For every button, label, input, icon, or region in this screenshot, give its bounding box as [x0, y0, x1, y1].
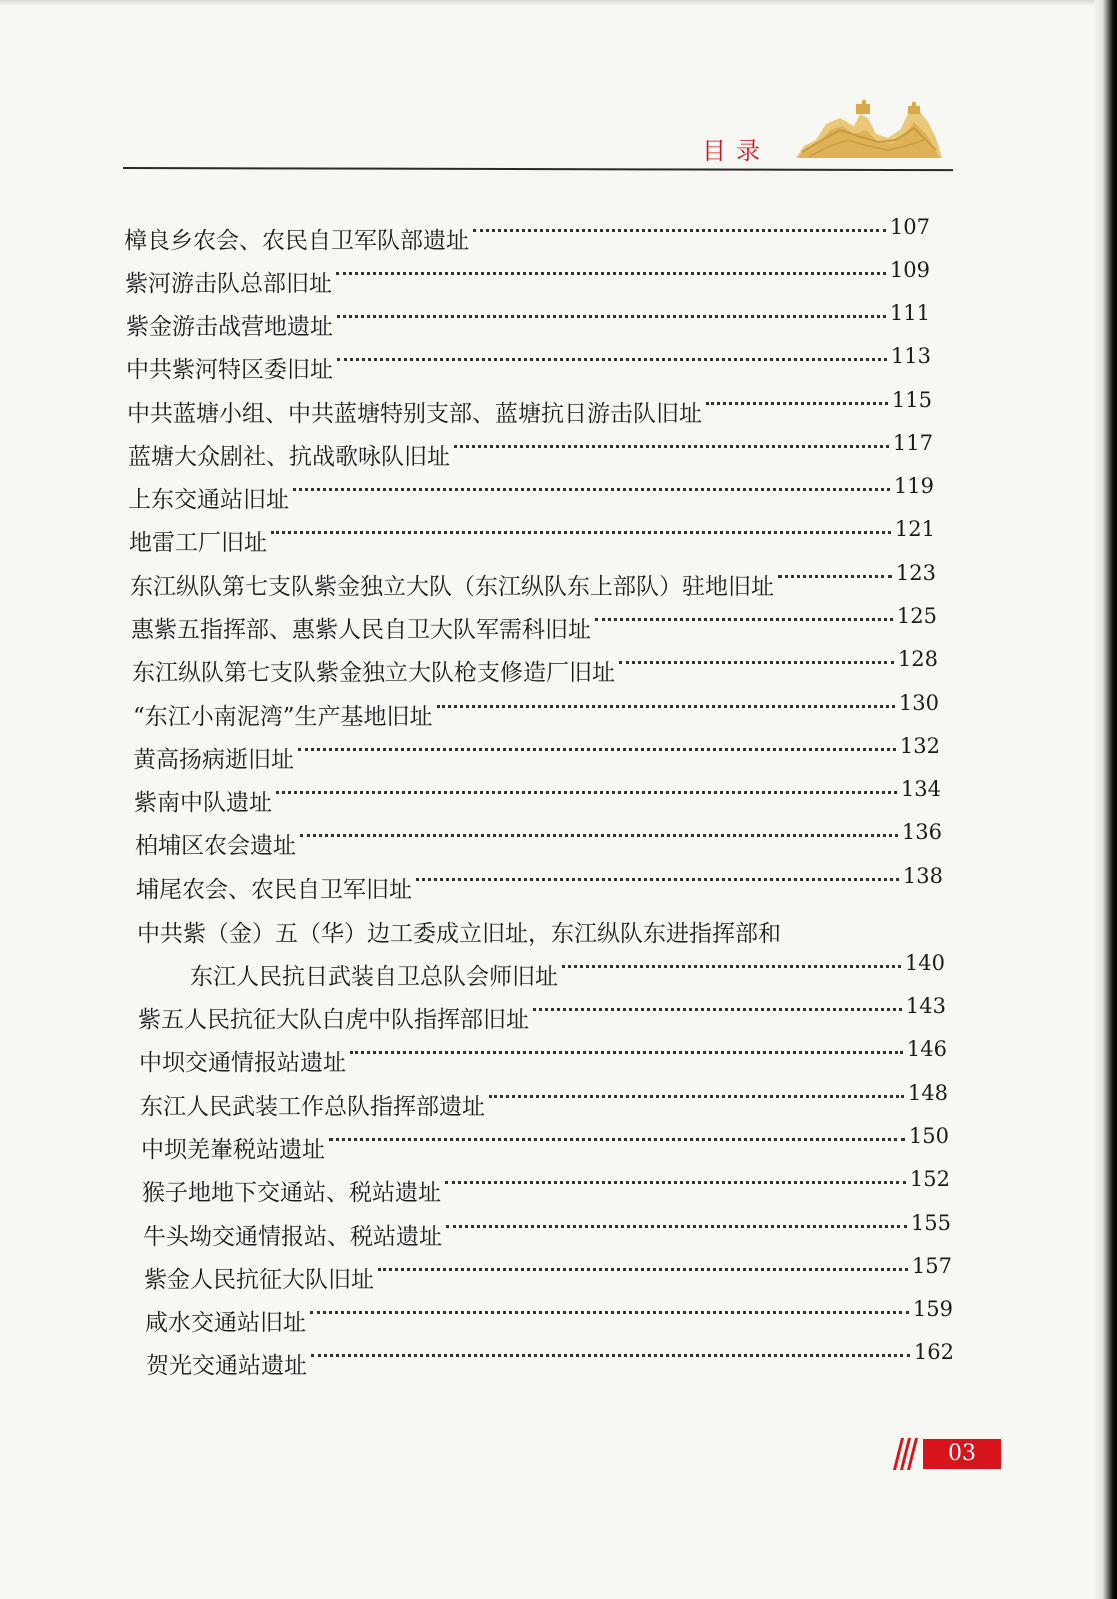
- toc-entry-page: 117: [892, 431, 933, 455]
- toc-entry-page: 121: [894, 517, 935, 541]
- toc-entry-page: 128: [897, 647, 938, 671]
- toc-entry: [125, 258, 930, 297]
- dot-leader: [329, 1124, 905, 1141]
- toc-entry-page: 132: [899, 734, 940, 758]
- dot-leader: [298, 734, 896, 751]
- dot-leader: [336, 258, 886, 275]
- dot-leader: [706, 388, 888, 405]
- page-title: 目录: [702, 137, 770, 165]
- toc-entry-page: 109: [889, 258, 930, 282]
- toc-entry: [128, 431, 933, 470]
- toc-entry: [146, 1340, 954, 1379]
- toc-entry: [140, 1081, 948, 1120]
- toc-entry-title: 黄高扬病逝旧址: [133, 747, 294, 773]
- toc-entry-page: 159: [912, 1297, 953, 1321]
- toc-entry-page: 136: [901, 820, 942, 844]
- toc-entry-title: 咸水交通站旧址: [145, 1310, 306, 1336]
- toc-entry-page: 134: [900, 777, 941, 801]
- toc-entry: [138, 994, 946, 1033]
- toc-entry-page: 140: [904, 951, 945, 975]
- toc-entry-page: 130: [898, 691, 939, 715]
- dot-leader: [276, 777, 897, 794]
- toc-entry-title: 中共蓝塘小组、中共蓝塘特别支部、蓝塘抗日游击队旧址: [127, 401, 702, 427]
- dot-leader: [310, 1297, 909, 1314]
- toc-entry-page: 138: [902, 864, 943, 888]
- toc-entry-title: 贺光交通站遗址: [146, 1353, 307, 1379]
- dot-leader: [300, 820, 898, 837]
- toc-entry: [142, 1167, 950, 1206]
- toc-entry: [128, 474, 934, 513]
- dot-leader: [311, 1340, 910, 1357]
- toc-entry-title: 中共紫河特区委旧址: [126, 357, 333, 383]
- toc-entry: [135, 820, 942, 859]
- dot-leader: [446, 1211, 907, 1228]
- dot-leader: [619, 647, 894, 664]
- toc-entry-page: 155: [910, 1211, 951, 1235]
- toc-entry: [133, 734, 940, 773]
- page-number-badge: [895, 1438, 1001, 1470]
- toc-entry-title: 埔尾农会、农民自卫军旧址: [136, 877, 412, 903]
- toc-entry-page: 111: [889, 301, 930, 325]
- toc-entry: [129, 517, 935, 556]
- toc-entry: [130, 561, 936, 600]
- toc-entry-title: 东江人民武装工作总队指挥部遗址: [140, 1094, 485, 1120]
- dot-leader: [778, 561, 892, 578]
- dot-leader: [445, 1167, 906, 1184]
- dot-leader: [595, 604, 893, 621]
- dot-leader: [350, 1037, 903, 1054]
- toc-entry-page: 152: [909, 1167, 950, 1191]
- dot-leader: [437, 691, 895, 708]
- dot-leader: [489, 1081, 904, 1098]
- toc-entry-page: 146: [906, 1037, 947, 1061]
- toc-entry: [124, 215, 930, 254]
- toc-entry: [137, 908, 897, 947]
- toc-entry-title: 紫南中队遗址: [134, 790, 272, 816]
- toc-entry: [136, 864, 943, 903]
- toc-entry-title: 中坝羌輋税站遗址: [141, 1137, 325, 1163]
- toc-entry: [145, 1297, 953, 1336]
- dot-leader: [337, 301, 886, 318]
- toc-entry-title: 东江纵队第七支队紫金独立大队（东江纵队东上部队）驻地旧址: [130, 574, 774, 600]
- toc-entry-page: 157: [911, 1254, 952, 1278]
- toc-entry-title: 紫金游击战营地遗址: [126, 314, 333, 340]
- toc-entry-title: 地雷工厂旧址: [129, 530, 267, 556]
- toc-entry-title: 紫河游击队总部旧址: [125, 271, 332, 297]
- dot-leader: [454, 431, 889, 448]
- toc-entry: [132, 647, 938, 686]
- dot-leader: [293, 474, 890, 491]
- toc-entry-title: 紫金人民抗征大队旧址: [144, 1267, 374, 1293]
- dot-leader: [416, 864, 899, 881]
- slash-decoration-icon: [895, 1438, 917, 1470]
- toc-entry: [144, 1254, 952, 1293]
- toc-entry-title: 中坝交通情报站遗址: [139, 1050, 346, 1076]
- toc-entry-title: 东江人民抗日武装自卫总队会师旧址: [190, 964, 558, 990]
- toc-entry-title: 樟良乡农会、农民自卫军队部遗址: [124, 228, 469, 254]
- toc-entry-title: 蓝塘大众剧社、抗战歌咏队旧址: [128, 444, 450, 470]
- dot-leader: [473, 215, 886, 232]
- toc-entry-title: 上东交通站旧址: [128, 487, 289, 513]
- toc-entry-title: 牛头坳交通情报站、税站遗址: [143, 1224, 442, 1250]
- dot-leader: [271, 517, 891, 534]
- toc-entry: [190, 951, 945, 990]
- toc-entry: [143, 1211, 951, 1250]
- toc-entry-page: 125: [896, 604, 937, 628]
- toc-entry-title: 东江纵队第七支队紫金独立大队枪支修造厂旧址: [132, 660, 615, 686]
- toc-entry: [141, 1124, 949, 1163]
- dot-leader: [533, 994, 902, 1011]
- toc-entry-title: 紫五人民抗征大队白虎中队指挥部旧址: [138, 1007, 529, 1033]
- page-number: 03: [923, 1439, 1001, 1469]
- toc-entry-page: 162: [913, 1340, 954, 1364]
- toc-entry: [126, 344, 931, 383]
- toc-entry: [133, 691, 939, 730]
- toc-entry-page: 148: [907, 1081, 948, 1105]
- toc-entry-page: 107: [889, 215, 930, 239]
- toc-entry: [131, 604, 937, 643]
- toc-entry: [127, 388, 932, 427]
- toc-entry-page: 119: [893, 474, 934, 498]
- dot-leader: [378, 1254, 908, 1271]
- dot-leader: [562, 951, 901, 968]
- toc-entry-title: 惠紫五指挥部、惠紫人民自卫大队军需科旧址: [131, 617, 591, 643]
- toc-entry: [139, 1037, 947, 1076]
- toc-entry-page: 143: [905, 994, 946, 1018]
- toc-entry-title: 柏埔区农会遗址: [135, 833, 296, 859]
- toc-entry-page: 150: [908, 1124, 949, 1148]
- toc-entry-page: 115: [891, 388, 932, 412]
- toc-entry-title: 猴子地地下交通站、税站遗址: [142, 1180, 441, 1206]
- toc-entry: [126, 301, 930, 340]
- toc-entry-page: 113: [890, 344, 931, 368]
- toc-entry-page: 123: [895, 561, 936, 585]
- toc-entry-title: 中共紫（金）五（华）边工委成立旧址，东江纵队东进指挥部和: [137, 921, 781, 947]
- dot-leader: [337, 344, 887, 361]
- toc-entry-title: “东江小南泥湾”生产基地旧址: [133, 704, 433, 730]
- toc-entry: [134, 777, 941, 816]
